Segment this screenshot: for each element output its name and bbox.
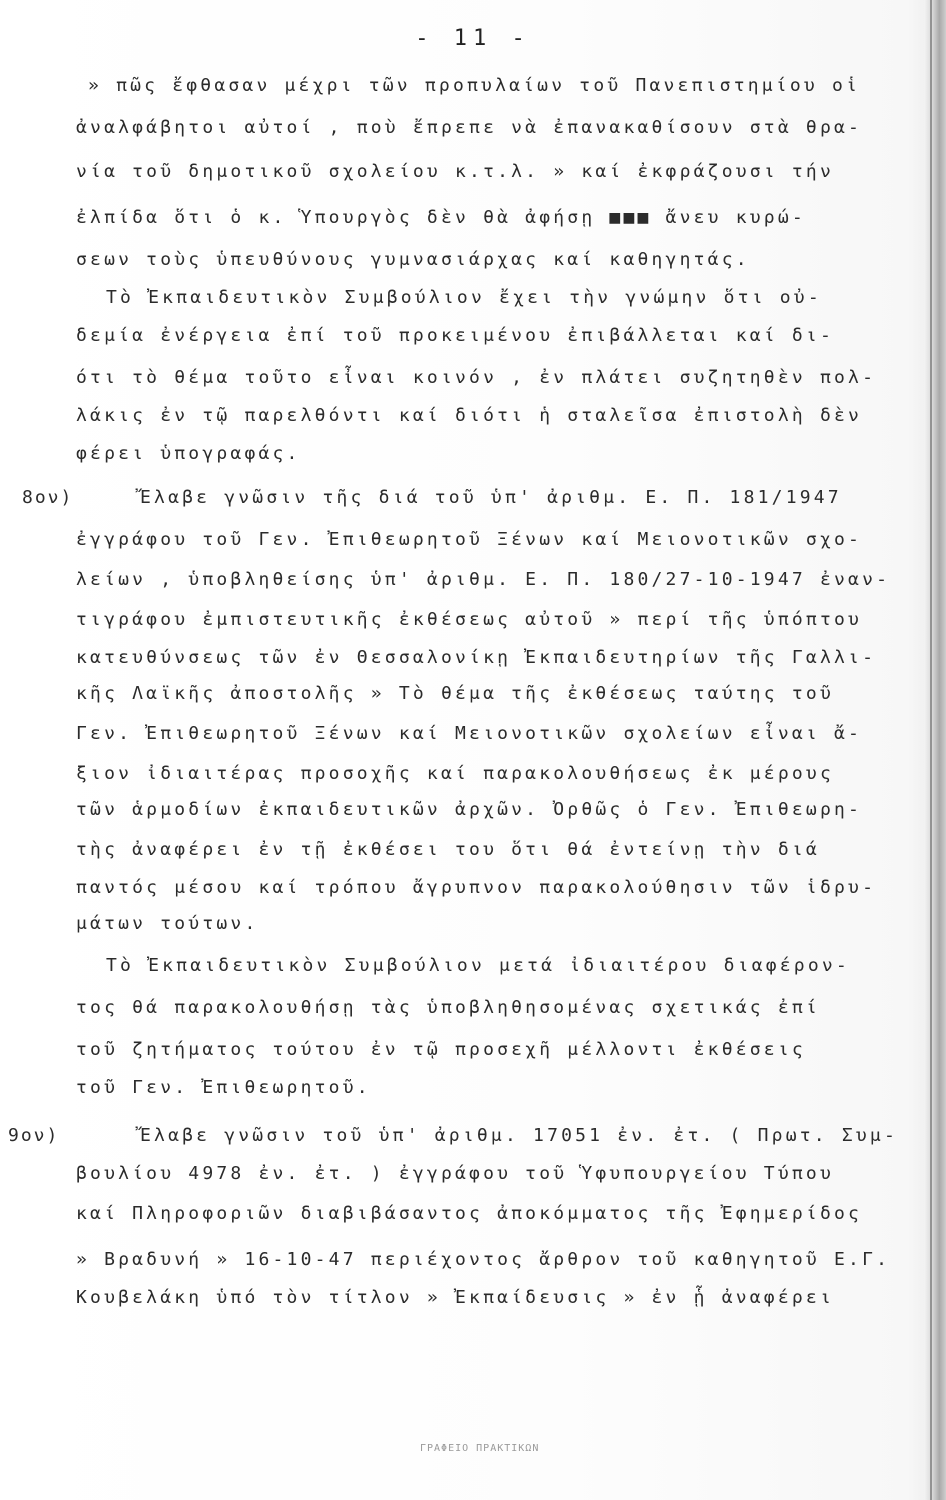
text-line: ἐγγράφου τοῦ Γεν. Ἐπιθεωρητοῦ Ξένων καί Μειονοτικῶν σχο- [76, 529, 863, 550]
text-line: κατευθύνσεως τῶν ἐν Θεσσαλονίκῃ Ἐκπαιδευτηρίων τῆς Γαλλι- [76, 647, 877, 668]
text-line: σεων τοὺς ὑπευθύνους γυμνασιάρχας καί καθηγητάς. [76, 249, 750, 270]
text-line: παντός μέσου καί τρόπου ἄγρυπνον παρακολούθησιν τῶν ἱδρυ- [76, 877, 877, 898]
text-line: τὴς ἀναφέρει ἐν τῇ ἐκθέσει του ὅτι θά ἐντείνῃ τὴν διά [76, 839, 820, 860]
text-line: φέρει ὑπογραφάς. [76, 443, 301, 464]
text-line: τοῦ ζητήματος τούτου ἐν τῷ προσεχῆ μέλλοντι ἐκθέσεις [76, 1039, 806, 1060]
text-line: » Βραδυνή » 16-10-47 περιέχοντος ἄρθρον τοῦ καθηγητοῦ Ε.Γ. [76, 1249, 891, 1270]
binding-edge [924, 0, 946, 1500]
text-line: τῶν ἁρμοδίων ἐκπαιδευτικῶν ἀρχῶν. Ὀρθῶς ὁ Γεν. Ἐπιθεωρη- [76, 799, 863, 820]
text-line: Γεν. Ἐπιθεωρητοῦ Ξένων καί Μειονοτικῶν σχολείων εἶναι ἄ- [76, 723, 863, 744]
text-line: δεμία ἐνέργεια ἐπί τοῦ προκειμένου ἐπιβάλλεται καί δι- [76, 325, 834, 346]
text-line: ἐλπίδα ὅτι ὁ κ. Ὑπουργὸς δὲν θὰ ἀφήσῃ ■■■ ἄνευ κυρώ- [76, 207, 806, 228]
text-line: Τὸ Ἐκπαιδευτικὸν Συμβούλιον μετά ἰδιαιτέρου διαφέρον- [106, 955, 850, 976]
text-line: λείων , ὑποβληθείσης ὑπ' ἀριθμ. Ε. Π. 180/27-10-1947 ἐναν- [76, 569, 891, 590]
text-line: Κουβελάκη ὑπό τὸν τίτλον » Ἐκπαίδευσις » ἐν ᾗ ἀναφέρει [76, 1287, 834, 1308]
text-line: μάτων τούτων. [76, 913, 259, 934]
text-line: βουλίου 4978 ἐν. ἐτ. ) ἐγγράφου τοῦ Ὑφυπουργείου Τύπου [76, 1163, 834, 1184]
item-number-8: 8ον) [22, 487, 74, 508]
binding-line [930, 0, 932, 1500]
item-number-9: 9ον) [8, 1125, 60, 1146]
text-line: τοῦ Γεν. Ἐπιθεωρητοῦ. [76, 1077, 371, 1098]
text-line: τιγράφου ἐμπιστευτικῆς ἐκθέσεως αὐτοῦ » περί τῆς ὑπόπτου [76, 609, 863, 630]
text-line: λάκις ἐν τῷ παρελθόντι καί διότι ἡ σταλεῖσα ἐπιστολὴ δὲν [76, 405, 863, 426]
text-line: κῆς Λαϊκῆς ἀποστολῆς » Τὸ θέμα τῆς ἐκθέσεως ταύτης τοῦ [76, 683, 834, 704]
text-line: ἀναλφάβητοι αὐτοί , ποὺ ἔπρεπε νὰ ἐπανακαθίσουν στὰ θρα- [76, 117, 863, 138]
text-line: » πῶς ἔφθασαν μέχρι τῶν προπυλαίων τοῦ Πανεπιστημίου οἱ [88, 75, 861, 96]
page-number: - 11 - [415, 26, 531, 51]
text-line: νία τοῦ δημοτικοῦ σχολείου κ.τ.λ. » καί ἐκφράζουσι τήν [76, 161, 834, 182]
text-line: Τὸ Ἐκπαιδευτικὸν Συμβούλιον ἔχει τὴν γνώμην ὅτι οὐ- [106, 287, 822, 308]
text-line: καί Πληροφοριῶν διαβιβάσαντος ἀποκόμματος τῆς Ἐφημερίδος [76, 1203, 863, 1224]
footer-stamp: ΓΡΑΦΕΙΟ ΠΡΑΚΤΙΚΩΝ [420, 1443, 540, 1454]
text-line: τος θά παρακολουθήσῃ τὰς ὑποβληθησομένας σχετικάς ἐπί [76, 997, 820, 1018]
text-line: Ἔλαβε γνῶσιν τῆς διά τοῦ ὑπ' ἀριθμ. Ε. Π. 181/1947 [140, 487, 842, 508]
text-line: ότι τὸ θέμα τοῦτο εἶναι κοινόν , ἐν πλάτει συζητηθὲν πολ- [76, 367, 877, 388]
text-line: Ἔλαβε γνῶσιν τοῦ ὑπ' ἀριθμ. 17051 ἐν. ἐτ. ( Πρωτ. Συμ- [140, 1125, 898, 1146]
text-line: ξιον ἰδιαιτέρας προσοχῆς καί παρακολουθήσεως ἐκ μέρους [76, 763, 834, 784]
